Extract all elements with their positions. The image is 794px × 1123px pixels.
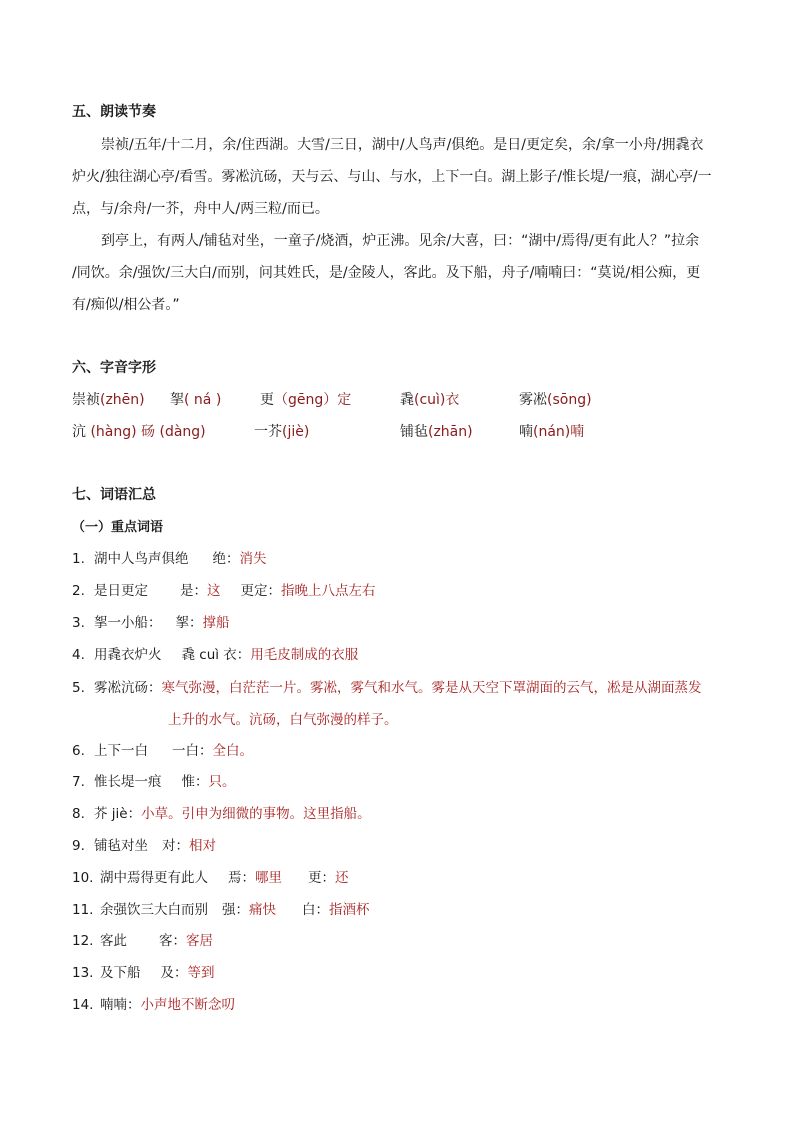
section-title-reading-rhythm: 五、朗读节奏	[72, 104, 156, 120]
vocab-item: 10. 湖中焉得更有此人 焉：哪里 更：还	[72, 870, 349, 886]
paragraph-1-line-1: 崇祯/五年/十二月，余/住西湖。大雪/三日，湖中/人鸟声/俱绝。是日/更定矣，余/拿一小舟/拥毳衣	[101, 137, 704, 153]
vocab-item: 12. 客此 客：客居	[72, 933, 213, 949]
paragraph-1-line-2: 炉火/独往湖心亭/看雪。雾凇沆砀，天与云、与山、与水，上下一白。湖上影子/惟长堤/一痕，湖心亭/一	[72, 169, 712, 185]
pron-pinyin: (nán)喃	[533, 424, 585, 440]
pron-entry	[72, 389, 145, 409]
pron-pinyin: (hàng) 砀 (dàng)	[86, 424, 206, 440]
pron-word: 一芥	[254, 424, 282, 440]
pron-word: 崇祯	[72, 392, 100, 408]
paragraph-2-line-3: 有/痴似/相公者。”	[72, 297, 180, 313]
pron-word: 雾凇	[519, 392, 547, 408]
pron-pinyin: (sōng)	[547, 392, 592, 408]
paragraph-1-line-3: 点，与/余舟/一芥，舟中人/两三粒/而已。	[72, 201, 329, 217]
pron-pinyin: (jiè)	[282, 424, 310, 440]
vocab-item: 2. 是日更定 是：这 更定：指晚上八点左右	[72, 583, 376, 599]
vocab-item: 4. 用毳衣炉火 毳 cuì 衣：用毛皮制成的衣服	[72, 647, 359, 663]
pron-entry	[519, 421, 584, 441]
vocab-item: 3. 挐一小船： 挐：撑船	[72, 615, 230, 631]
pron-word: 铺毡	[400, 424, 428, 440]
vocab-item: 14. 喃喃：小声地不断念叨	[72, 997, 235, 1013]
pron-word: 挐	[170, 392, 184, 408]
pron-entry	[260, 389, 351, 409]
pron-entry	[170, 389, 221, 409]
pron-entry	[519, 389, 592, 409]
section-title-pronunciation: 六、字音字形	[72, 360, 156, 376]
pron-entry	[400, 389, 459, 409]
pron-word: 喃	[519, 424, 533, 440]
vocab-item: 5. 雾凇沆砀：寒气弥漫，白茫茫一片。雾凇，雾气和水气。雾是从天空下罩湖面的云气，凇是从湖面蒸发	[72, 680, 702, 696]
vocab-item: 1. 湖中人鸟声俱绝 绝：消失	[72, 551, 267, 567]
pron-pinyin: (zhān)	[428, 424, 473, 440]
pron-word: 毳	[400, 392, 414, 408]
paragraph-2-line-1: 到亭上，有两人/铺毡对坐，一童子/烧酒，炉正沸。见余/大喜，曰：“湖中/焉得/更有此人？”拉余	[101, 233, 700, 249]
vocab-item: 13. 及下船 及：等到	[72, 965, 215, 981]
vocab-item: 7. 惟长堤一痕 惟：只。	[72, 774, 236, 790]
vocab-item: 6. 上下一白 一白：全白。	[72, 743, 253, 759]
pron-pinyin: (zhēn)	[100, 392, 145, 408]
vocab-item: 11. 余强饮三大白而别 强：痛快 白：指酒杯	[72, 902, 370, 918]
pron-pinyin: （gēng）定	[274, 392, 352, 408]
vocab-item: 8. 芥 jiè：小草。引申为细微的事物。这里指船。	[72, 806, 371, 822]
subsection-title-key-words: （一）重点词语	[72, 520, 164, 535]
section-title-vocabulary: 七、词语汇总	[72, 487, 156, 503]
pron-entry	[72, 421, 206, 441]
vocab-item: 9. 铺毡对坐 对：相对	[72, 838, 216, 854]
paragraph-2-line-2: /同饮。余/强饮/三大白/而别，问其姓氏，是/金陵人，客此。及下船，舟子/喃喃曰：“莫说/相公痴，更	[72, 265, 701, 281]
pron-word: 更	[260, 392, 274, 408]
vocab-item-continuation: 上升的水气。沆砀，白气弥漫的样子。	[168, 712, 398, 728]
pron-word: 沆	[72, 424, 86, 440]
pron-entry	[400, 421, 473, 441]
pron-pinyin: ( ná )	[184, 392, 222, 408]
pron-pinyin: (cuì)衣	[414, 392, 460, 408]
pron-entry	[254, 421, 309, 441]
